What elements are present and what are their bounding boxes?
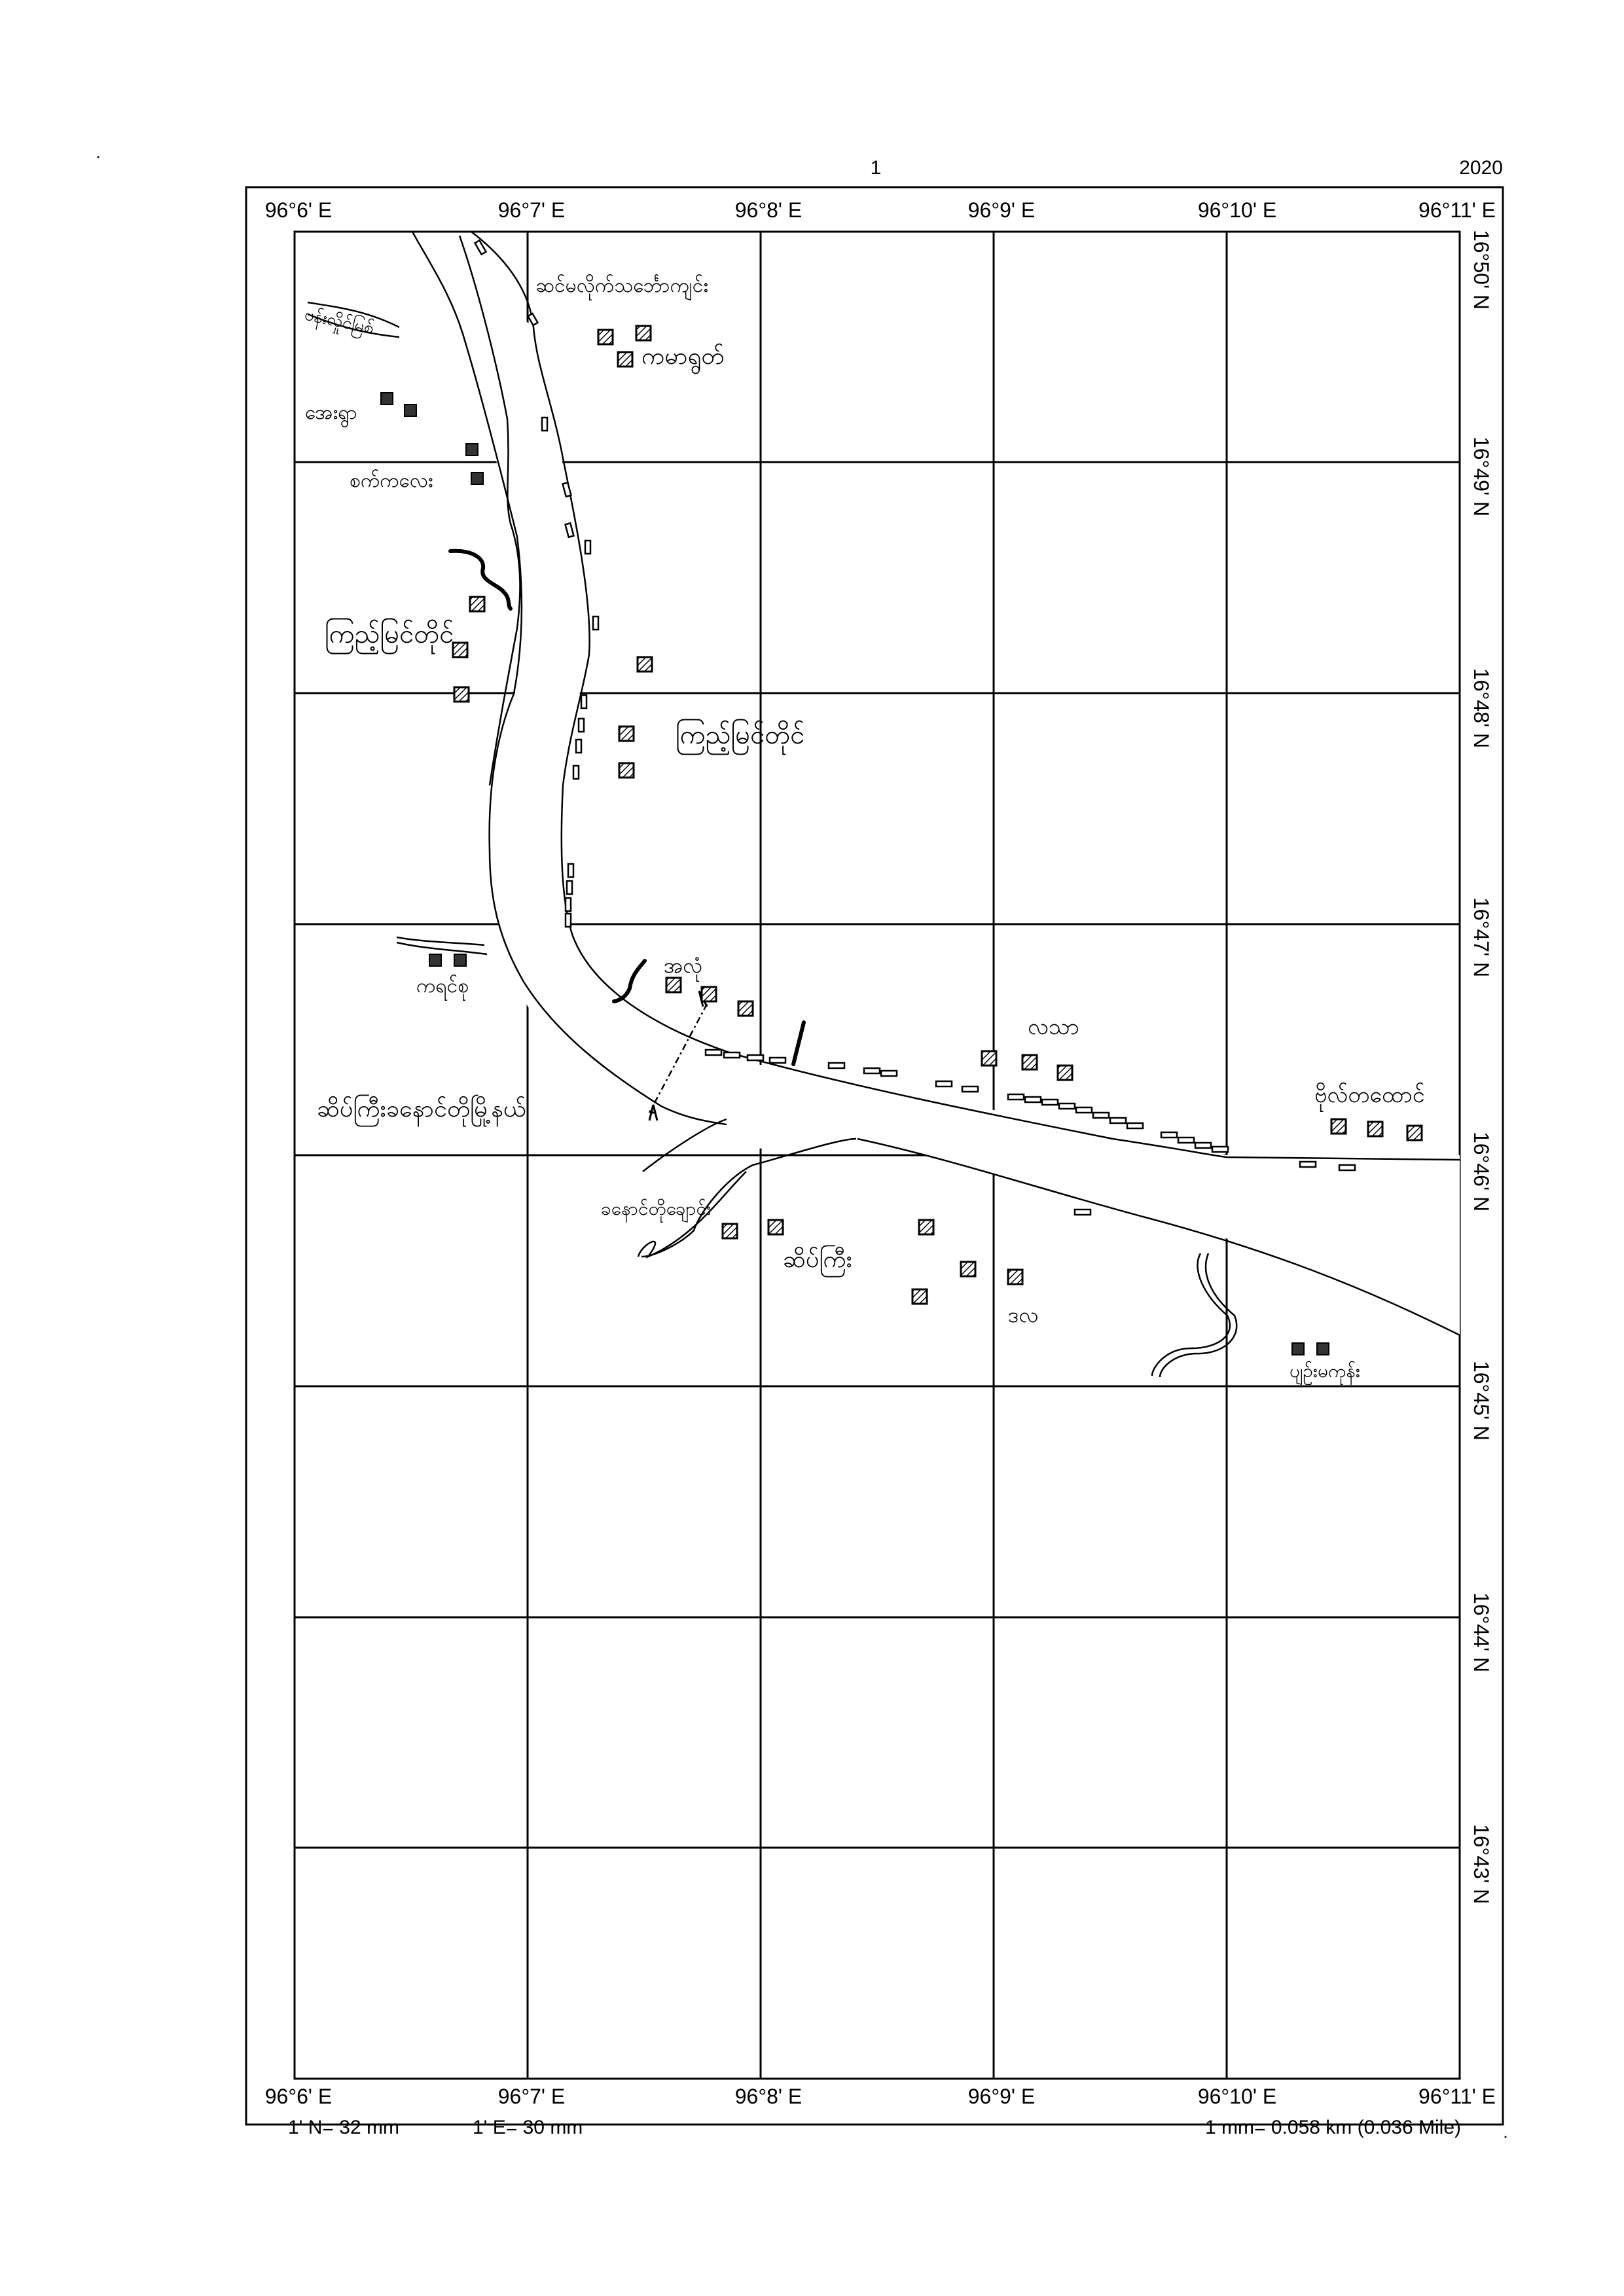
- urban-symbol: [636, 326, 651, 340]
- urban-symbol: [912, 1289, 927, 1304]
- bank-mark: [881, 1071, 897, 1076]
- lon-label: 96°11' E: [1418, 2085, 1496, 2108]
- urban-symbol: [638, 657, 652, 672]
- settlement-symbol: [405, 404, 416, 416]
- place-label-sat-kalay: စက်ကလေး: [350, 469, 433, 492]
- place-label-karen-su: ကရင်စု: [416, 975, 469, 997]
- settlement-symbol: [454, 954, 466, 966]
- place-label-khanaungto-chaung: ခနောင်တိုချောင်း: [601, 1198, 712, 1219]
- place-label-seikkyi: ဆိပ်ကြီး: [783, 1246, 852, 1273]
- urban-symbol: [453, 643, 467, 657]
- lon-label: 96°8' E: [734, 198, 803, 222]
- bank-mark: [1110, 1118, 1126, 1123]
- bank-mark: [1008, 1094, 1024, 1100]
- place-label-panhlaing-river: ပန်းလှိုင်မြစ်: [302, 304, 376, 339]
- lon-label: 96°10' E: [1197, 2085, 1277, 2108]
- settlement-symbol: [471, 473, 483, 484]
- scale-info: [288, 2117, 1461, 2138]
- urban-symbol: [1331, 1119, 1346, 1134]
- lon-label: 96°9' E: [967, 198, 1036, 222]
- scale-km: 1 mm= 0.058 km (0.036 Mile): [1205, 2117, 1461, 2138]
- bank-mark: [581, 695, 586, 708]
- bank-mark: [566, 898, 571, 911]
- bank-mark: [593, 617, 598, 630]
- river-system: [308, 232, 1460, 1377]
- settlement-symbol: [429, 954, 441, 966]
- settlement-symbol: [466, 444, 478, 456]
- bank-mark: [1059, 1103, 1075, 1109]
- lon-label: 96°7' E: [497, 198, 566, 222]
- settlement-symbol: [1317, 1343, 1329, 1355]
- lat-label: 16°46' N: [1470, 1131, 1493, 1212]
- bank-mark: [864, 1068, 880, 1073]
- place-label-seikkyi-khanaungto: ဆိပ်ကြီးခနောင်တိုမြို့နယ်: [317, 1096, 526, 1122]
- bank-mark: [579, 719, 584, 732]
- bank-mark: [542, 418, 547, 431]
- dala-tributary: [1152, 1253, 1230, 1376]
- lat-label: 16°47' N: [1470, 897, 1493, 978]
- bank-mark: [568, 864, 573, 877]
- lon-label: 96°11' E: [1418, 198, 1496, 222]
- urban-symbol: [454, 687, 469, 702]
- bank-mark: [770, 1058, 785, 1063]
- map-year: 2020: [1459, 157, 1503, 179]
- lon-labels-bottom: [265, 2085, 1496, 2108]
- place-label-hsin-mlite: ဆင်မလိုက်သင်္ဘောကျင်း: [535, 274, 708, 297]
- urban-symbol: [619, 763, 634, 778]
- bank-mark: [576, 740, 581, 753]
- urban-symbol: [619, 726, 634, 741]
- lon-label: 96°8' E: [734, 2085, 803, 2108]
- place-label-pyinma-kone: ပျဉ်းမကုန်း: [1290, 1360, 1361, 1382]
- bank-mark: [706, 1050, 721, 1055]
- lon-label: 96°7' E: [497, 2085, 566, 2108]
- urban-symbol: [470, 597, 484, 611]
- bank-mark: [829, 1063, 844, 1068]
- lat-label: 16°44' N: [1470, 1592, 1493, 1673]
- lon-label: 96°9' E: [967, 2085, 1036, 2108]
- river-channel-fill: [412, 232, 1460, 1335]
- urban-symbol: [702, 987, 716, 1001]
- urban-symbol: [618, 352, 632, 367]
- bank-mark: [1127, 1123, 1143, 1128]
- seikkyi-creek-west: [643, 1119, 727, 1172]
- urban-symbol: [961, 1262, 975, 1276]
- settlement-symbol: [1292, 1343, 1304, 1355]
- bank-mark: [936, 1081, 952, 1086]
- lon-labels-top: [265, 198, 1496, 222]
- bank-mark: [567, 881, 572, 894]
- bank-mark: [748, 1055, 763, 1060]
- lat-label: 16°50' N: [1470, 229, 1493, 310]
- urban-symbol: [1008, 1270, 1022, 1284]
- place-label-lanmadaw: လသာ: [1028, 1014, 1079, 1040]
- karensu-creek-1: [397, 937, 484, 945]
- place-label-dala: ဒလ: [1008, 1302, 1039, 1327]
- south-arrow-icon: [649, 1105, 657, 1121]
- urban-symbol: [1022, 1055, 1037, 1069]
- place-label-kyimyindaing-west: ကြည့်မြင်တိုင်: [325, 619, 454, 649]
- urban-symbol: [919, 1220, 933, 1234]
- bank-mark: [1300, 1162, 1316, 1167]
- bank-mark: [1042, 1100, 1058, 1105]
- lon-label: 96°10' E: [1197, 198, 1277, 222]
- place-label-kyimyindaing-east: ကြည့်မြင်တိုင်: [676, 720, 805, 750]
- bank-mark: [585, 541, 590, 554]
- urban-symbol: [1407, 1126, 1422, 1140]
- lon-label: 96°6' E: [264, 198, 333, 222]
- urban-symbol: [598, 330, 613, 344]
- bank-mark: [566, 914, 571, 927]
- bank-mark: [1212, 1147, 1228, 1152]
- bank-mark: [573, 766, 579, 779]
- page-number: 1: [870, 157, 882, 179]
- bank-mark: [1161, 1132, 1177, 1138]
- bank-mark: [1195, 1143, 1211, 1148]
- bank-mark: [724, 1052, 740, 1058]
- place-label-alone: အလုံ: [664, 953, 703, 978]
- stray-dot: [98, 156, 99, 158]
- lon-label: 96°6' E: [264, 2085, 333, 2108]
- bank-mark: [1076, 1107, 1092, 1113]
- lat-label: 16°43' N: [1470, 1823, 1493, 1905]
- urban-symbol: [768, 1220, 783, 1234]
- lat-label: 16°45' N: [1470, 1360, 1493, 1441]
- bank-mark: [1339, 1165, 1355, 1170]
- stray-dot: [1505, 2136, 1507, 2138]
- place-label-aye-ywa: အေးရွာ: [305, 401, 357, 424]
- bank-mark: [1025, 1097, 1041, 1102]
- urban-symbol: [1368, 1122, 1382, 1136]
- urban-symbol: [723, 1224, 737, 1238]
- scale-north: 1' N= 32 mm: [288, 2117, 399, 2138]
- settlement-symbol: [381, 393, 393, 404]
- bank-mark: [962, 1086, 978, 1092]
- urban-symbol: [982, 1051, 996, 1066]
- place-label-kamayut: ကမာရွတ်: [641, 343, 725, 370]
- lat-label: 16°49' N: [1470, 436, 1493, 517]
- urban-symbol: [738, 1001, 753, 1016]
- bank-mark: [1093, 1113, 1109, 1118]
- urban-symbol: [666, 978, 681, 992]
- bank-mark: [528, 314, 538, 325]
- bank-mark: [1075, 1210, 1091, 1215]
- urban-symbol: [1058, 1066, 1072, 1080]
- scale-east: 1' E= 30 mm: [473, 2117, 583, 2138]
- seikkyi-jetty: [793, 1022, 804, 1064]
- place-label-botataung: ဗိုလ်တထောင်: [1314, 1082, 1425, 1108]
- lat-label: 16°48' N: [1470, 668, 1493, 749]
- bank-mark: [1178, 1138, 1194, 1143]
- lat-labels: [1470, 230, 1493, 1904]
